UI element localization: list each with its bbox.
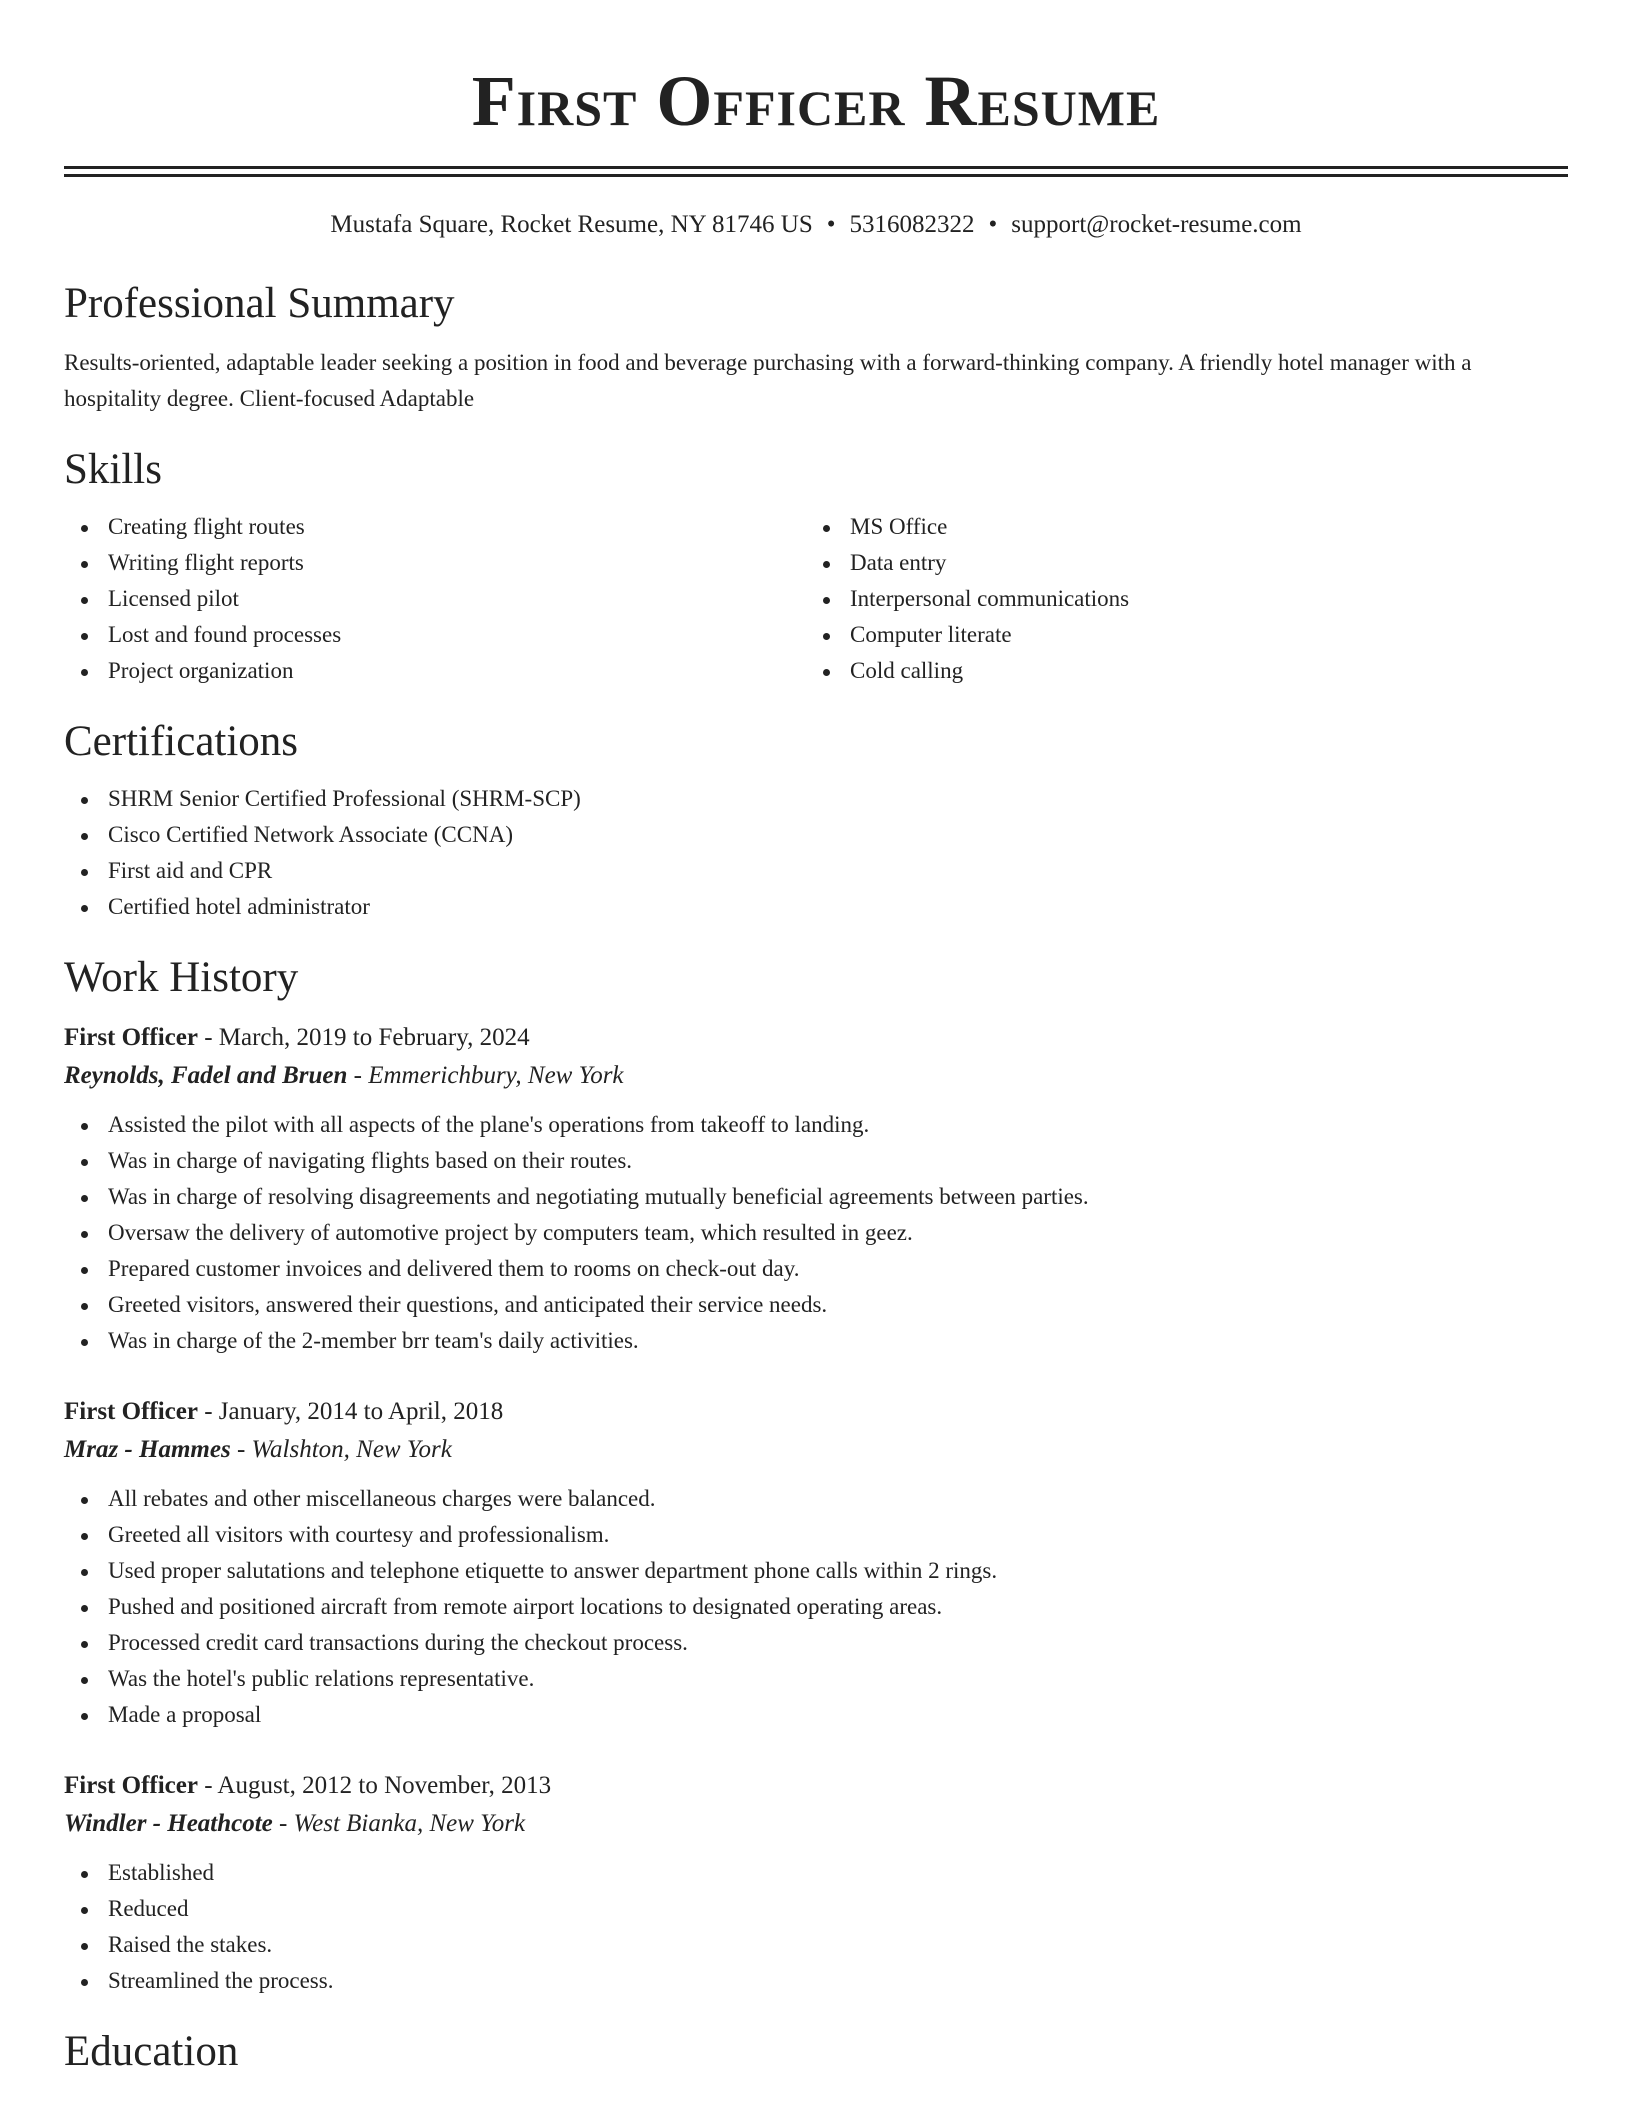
job-bullet: Reduced: [108, 1891, 1568, 1927]
job-bullet: Was in charge of the 2-member brr team's daily activities.: [108, 1323, 1568, 1359]
job-bullet: Used proper salutations and telephone etiquette to answer department phone calls within 2 rings.: [108, 1553, 1568, 1589]
job-company: Reynolds, Fadel and Bruen: [64, 1062, 348, 1089]
skills-section: [64, 443, 1568, 689]
job-company-line: [64, 1057, 1568, 1095]
education-heading: Education: [64, 2028, 239, 2075]
job-bullet: Pushed and positioned aircraft from remote airport locations to designated operating areas.: [108, 1589, 1568, 1625]
job-bullet: Prepared customer invoices and delivered them to rooms on check-out day.: [108, 1251, 1568, 1287]
job-title-line: [64, 1393, 1568, 1431]
job-bullet: Was in charge of resolving disagreements and negotiating mutually beneficial agreements between parties.: [108, 1179, 1568, 1215]
job-dates: - March, 2019 to February, 2024: [197, 1024, 530, 1051]
certification-item: Cisco Certified Network Associate (CCNA): [108, 817, 1568, 853]
job-entry: [64, 1767, 1568, 1999]
contact-line: [64, 207, 1568, 243]
certifications-heading: Certifications: [64, 718, 299, 765]
job-company: Mraz - Hammes: [64, 1436, 231, 1463]
job-company-line: [64, 1805, 1568, 1843]
job-bullet: Greeted visitors, answered their questions, and anticipated their service needs.: [108, 1287, 1568, 1323]
skill-item: Project organization: [108, 653, 806, 689]
skill-item: Cold calling: [850, 653, 1548, 689]
skills-column-right: [806, 509, 1548, 689]
job-company-line: [64, 1431, 1568, 1469]
job-title-line: [64, 1767, 1568, 1805]
job-title-line: [64, 1019, 1568, 1057]
job-dates: - January, 2014 to April, 2018: [197, 1398, 504, 1425]
job-bullet: Assisted the pilot with all aspects of the plane's operations from takeoff to landing.: [108, 1107, 1568, 1143]
skill-item: MS Office: [850, 509, 1548, 545]
job-bullets: [64, 1855, 1568, 1999]
job-entry: [64, 1393, 1568, 1733]
certification-item: First aid and CPR: [108, 853, 1568, 889]
job-location: - Emmerichbury, New York: [347, 1062, 624, 1089]
skill-item: Creating flight routes: [108, 509, 806, 545]
job-bullet: Oversaw the delivery of automotive project by computers team, which resulted in geez.: [108, 1215, 1568, 1251]
skill-item: Computer literate: [850, 617, 1548, 653]
certification-item: SHRM Senior Certified Professional (SHRM-SCP): [108, 781, 1568, 817]
certifications-section: [64, 715, 1568, 925]
contact-email[interactable]: support@rocket-resume.com: [1011, 211, 1302, 238]
contact-phone: 5316082322: [849, 211, 975, 238]
skills-heading: Skills: [64, 446, 162, 493]
skills-columns: [64, 509, 1568, 689]
contact-separator: •: [826, 211, 836, 238]
job-bullet: Made a proposal: [108, 1697, 1568, 1733]
summary-heading: Professional Summary: [64, 280, 455, 327]
job-bullets: [64, 1481, 1568, 1733]
skill-item: Interpersonal communications: [850, 581, 1548, 617]
summary-text: Results-oriented, adaptable leader seeking a position in food and beverage purchasing with a forward-thinking company. A friendly hotel manager with a hospitality degree. Client-focused Adaptable: [64, 350, 1472, 411]
work-history-section: [64, 951, 1568, 1999]
job-company: Windler - Heathcote: [64, 1810, 273, 1837]
certifications-list: [64, 781, 1568, 925]
skill-item: Lost and found processes: [108, 617, 806, 653]
contact-separator: •: [988, 211, 998, 238]
job-entry: [64, 1019, 1568, 1359]
resume-page: [64, 0, 1568, 2079]
job-bullet: Raised the stakes.: [108, 1927, 1568, 1963]
education-section: [64, 2025, 1568, 2079]
job-title: First Officer: [64, 1398, 198, 1425]
job-bullet: Streamlined the process.: [108, 1963, 1568, 1999]
summary-section: [64, 277, 1568, 417]
contact-address: Mustafa Square, Rocket Resume, NY 81746 US: [330, 211, 813, 238]
resume-title: First Officer Resume: [471, 61, 1161, 141]
job-bullet: Greeted all visitors with courtesy and professionalism.: [108, 1517, 1568, 1553]
skill-item: Writing flight reports: [108, 545, 806, 581]
job-location: - West Bianka, New York: [272, 1810, 526, 1837]
job-location: - Walshton, New York: [230, 1436, 452, 1463]
job-bullet: Established: [108, 1855, 1568, 1891]
certification-item: Certified hotel administrator: [108, 889, 1568, 925]
job-title: First Officer: [64, 1772, 198, 1799]
job-bullet: Processed credit card transactions during the checkout process.: [108, 1625, 1568, 1661]
job-bullets: [64, 1107, 1568, 1359]
job-title: First Officer: [64, 1024, 198, 1051]
work-history-heading: Work History: [64, 954, 299, 1001]
skill-item: Licensed pilot: [108, 581, 806, 617]
job-bullet: Was the hotel's public relations representative.: [108, 1661, 1568, 1697]
title-double-rule: [64, 166, 1568, 177]
job-bullet: Was in charge of navigating flights based on their routes.: [108, 1143, 1568, 1179]
job-dates: - August, 2012 to November, 2013: [197, 1772, 552, 1799]
job-bullet: All rebates and other miscellaneous charges were balanced.: [108, 1481, 1568, 1517]
skill-item: Data entry: [850, 545, 1548, 581]
skills-column-left: [64, 509, 806, 689]
